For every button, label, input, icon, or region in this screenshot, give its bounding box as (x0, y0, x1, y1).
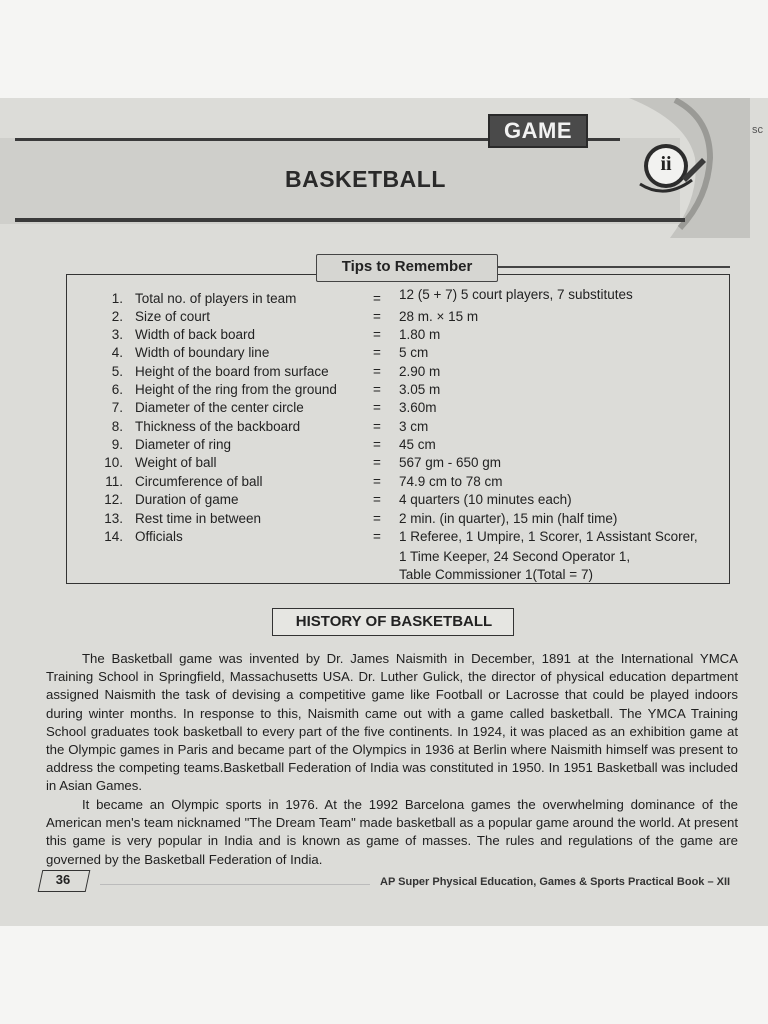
tip-row (67, 492, 731, 511)
tip-label: Duration of game (135, 492, 239, 507)
tip-equals: = (373, 291, 381, 306)
tips-title-rule (496, 266, 730, 268)
tips-box (66, 274, 730, 584)
tip-row (67, 309, 731, 328)
tip-equals: = (373, 400, 381, 415)
book-page (0, 98, 768, 926)
tip-row (67, 419, 731, 438)
tip-number: 13. (104, 511, 123, 526)
header-top-rule (15, 138, 500, 141)
tip-number: 6. (111, 382, 123, 397)
tip-label: Total no. of players in team (135, 291, 297, 306)
tip-label: Height of the board from surface (135, 364, 329, 379)
tip-equals: = (373, 382, 381, 397)
footer-book-title: AP Super Physical Education, Games & Sports Practical Book – XII (380, 876, 731, 888)
tip-number: 12. (104, 492, 123, 507)
tip-value-continued: 1 Time Keeper, 24 Second Operator 1, (399, 549, 631, 564)
tip-number: 11. (105, 474, 123, 489)
history-heading-box (272, 608, 514, 636)
tip-value: 74.9 cm to 78 cm (399, 474, 503, 489)
tip-number: 9. (111, 437, 123, 452)
tip-label: Rest time in between (135, 511, 262, 526)
tip-equals: = (373, 529, 381, 544)
tip-value: 567 gm - 650 gm (399, 455, 502, 470)
history-paragraph: The Basketball game was invented by Dr. James Naismith in December, 1891 at the International YMCA Training School in Springfield, Massachusetts USA. Dr. Luther Gulick, the director of physical education department assigned Naismith the task of devising a competitive game like Football or Lacrosse that could be played indoors during winter months. In response to this, Naismith came out with a game called basketball. The YMCA Training School graduates took basketball to every part of the five continents. In 1924, it was placed as an exhibition game at the Olympic games in Paris and became part of the Olympics in 1936 at Berlin where Naismith himself was present to address the competing teams.Basketball Federation of India was constituted in 1950. In 1951 Basketball was included in Asian Games. (46, 651, 738, 794)
tip-value-continued: Table Commissioner 1(Total = 7) (399, 567, 593, 582)
tip-row (67, 455, 731, 474)
tip-number: 3. (111, 327, 123, 342)
tip-number: 14. (104, 529, 123, 544)
tip-row (67, 327, 731, 346)
tips-title: Tips to Remember (341, 258, 473, 275)
tip-value: 3 cm (399, 419, 429, 434)
photo-bottom-margin (0, 926, 768, 1024)
tip-row (67, 400, 731, 419)
page-title: BASKETBALL (285, 166, 446, 192)
tip-row (67, 474, 731, 493)
tip-equals: = (373, 474, 381, 489)
tip-equals: = (373, 419, 381, 434)
tip-value: 3.60m (399, 400, 437, 415)
tip-number: 2. (111, 309, 123, 324)
tip-number: 4. (111, 345, 123, 360)
tip-equals: = (373, 364, 381, 379)
tip-value: 4 quarters (10 minutes each) (399, 492, 572, 507)
tip-number: 5. (111, 364, 123, 379)
tip-equals: = (373, 492, 381, 507)
tip-label: Size of court (135, 309, 211, 324)
tip-number: 1. (111, 291, 123, 306)
tip-label: Circumference of ball (135, 474, 263, 489)
tip-label: Height of the ring from the ground (135, 382, 337, 397)
tip-value: 2 min. (in quarter), 15 min (half time) (399, 511, 618, 526)
tip-equals: = (373, 455, 381, 470)
footer-rule (100, 884, 370, 885)
tip-row (67, 529, 731, 548)
tip-label: Weight of ball (135, 455, 217, 470)
badge-label: ii (660, 153, 672, 175)
tip-value: 3.05 m (399, 382, 441, 397)
tip-row (67, 382, 731, 401)
tip-row (67, 345, 731, 364)
tip-equals: = (373, 511, 381, 526)
tip-value: 1.80 m (399, 327, 441, 342)
tip-equals: = (373, 309, 381, 324)
tip-equals: = (373, 327, 381, 342)
corner-text: sc (752, 124, 763, 136)
tip-value: 28 m. × 15 m (399, 309, 479, 324)
tips-title-box (316, 254, 498, 282)
history-heading: HISTORY OF BASKETBALL (295, 613, 493, 630)
tip-value: 45 cm (399, 437, 436, 452)
tip-label: Width of back board (135, 327, 256, 342)
tip-label: Thickness of the backboard (135, 419, 301, 434)
header-bottom-rule (15, 218, 685, 222)
tip-value: 1 Referee, 1 Umpire, 1 Scorer, 1 Assistant Scorer, (399, 529, 698, 544)
page-number: 36 (55, 872, 71, 887)
tip-label: Width of boundary line (135, 345, 270, 360)
tip-number: 8. (111, 419, 123, 434)
tip-row (67, 437, 731, 456)
tip-row (67, 287, 731, 310)
game-tag: GAME (488, 114, 588, 148)
tip-label: Officials (135, 529, 183, 544)
tip-label: Diameter of the center circle (135, 400, 304, 415)
tip-number: 7. (111, 400, 123, 415)
tip-row (67, 511, 731, 530)
tip-row (67, 364, 731, 383)
tip-equals: = (373, 345, 381, 360)
history-paragraph: It became an Olympic sports in 1976. At the 1992 Barcelona games the overwhelming dominance of the American men's team nicknamed "The Dream Team" made basketball as a popular game around the world. At present this game is very popular in India and is known as game of masses. The rules and regulations of the game are governed by the Basketball Federation of India. (46, 797, 738, 867)
tip-label: Diameter of ring (135, 437, 232, 452)
tip-number: 10. (104, 455, 123, 470)
tip-value: 12 (5 + 7) 5 court players, 7 substitutes (399, 287, 633, 302)
tip-value: 2.90 m (399, 364, 441, 379)
tip-value: 5 cm (399, 345, 429, 360)
tip-equals: = (373, 437, 381, 452)
